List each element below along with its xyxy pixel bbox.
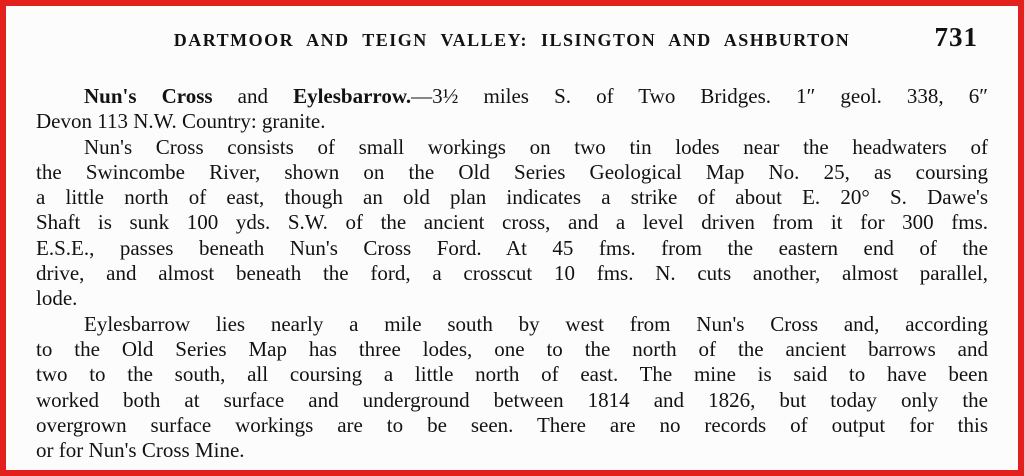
text-line: overgrown surface workings are to be seen. There are no records of output for this <box>36 412 988 437</box>
text-line: Nun's Cross consists of small workings on two tin lodes near the headwaters of <box>84 134 988 159</box>
mine-name-bold: Eylesbarrow. <box>293 84 412 108</box>
text-line <box>36 84 988 109</box>
text-line: E.S.E., passes beneath Nun's Cross Ford. At 45 fms. from the eastern end of the <box>36 235 988 260</box>
text-segment: —3½ miles S. of Two Bridges. 1″ geol. 338, 6″ <box>411 84 989 108</box>
paragraph-intro <box>36 84 988 135</box>
mine-name-bold: Nun's Cross <box>84 84 213 108</box>
running-title: DARTMOOR AND TEIGN VALLEY: ILSINGTON AND ASHBURTON <box>173 30 851 50</box>
text-line: Shaft is sunk 100 yds. S.W. of the ancient cross, and a level driven from it for 300 fms. <box>36 210 988 235</box>
text-line: or for Nun's Cross Mine. <box>36 438 245 463</box>
text-line: the Swincombe River, shown on the Old Series Geological Map No. 25, as coursing <box>36 159 988 184</box>
text-line: a little north of east, though an old plan indicates a strike of about E. 20° S. Dawe's <box>36 185 988 210</box>
text-line: Devon 113 N.W. Country: granite. <box>36 109 326 134</box>
text-segment: and <box>212 84 294 108</box>
page-header <box>36 24 988 58</box>
article-body <box>36 84 988 463</box>
text-line: to the Old Series Map has three lodes, one to the north of the ancient barrows and <box>36 336 988 361</box>
page-number: 731 <box>934 22 978 52</box>
text-line: drive, and almost beneath the ford, a crosscut 10 fms. N. cuts another, almost parallel, <box>36 261 988 286</box>
text-line: two to the south, all coursing a little north of east. The mine is said to have been <box>36 362 988 387</box>
paragraph-eylesbarrow <box>36 312 988 464</box>
text-line: lode. <box>36 286 78 311</box>
text-line: worked both at surface and underground between 1814 and 1826, but today only the <box>36 387 988 412</box>
text-line: Eylesbarrow lies nearly a mile south by west from Nun's Cross and, according <box>84 311 988 336</box>
paragraph-nuns-cross <box>36 135 988 312</box>
